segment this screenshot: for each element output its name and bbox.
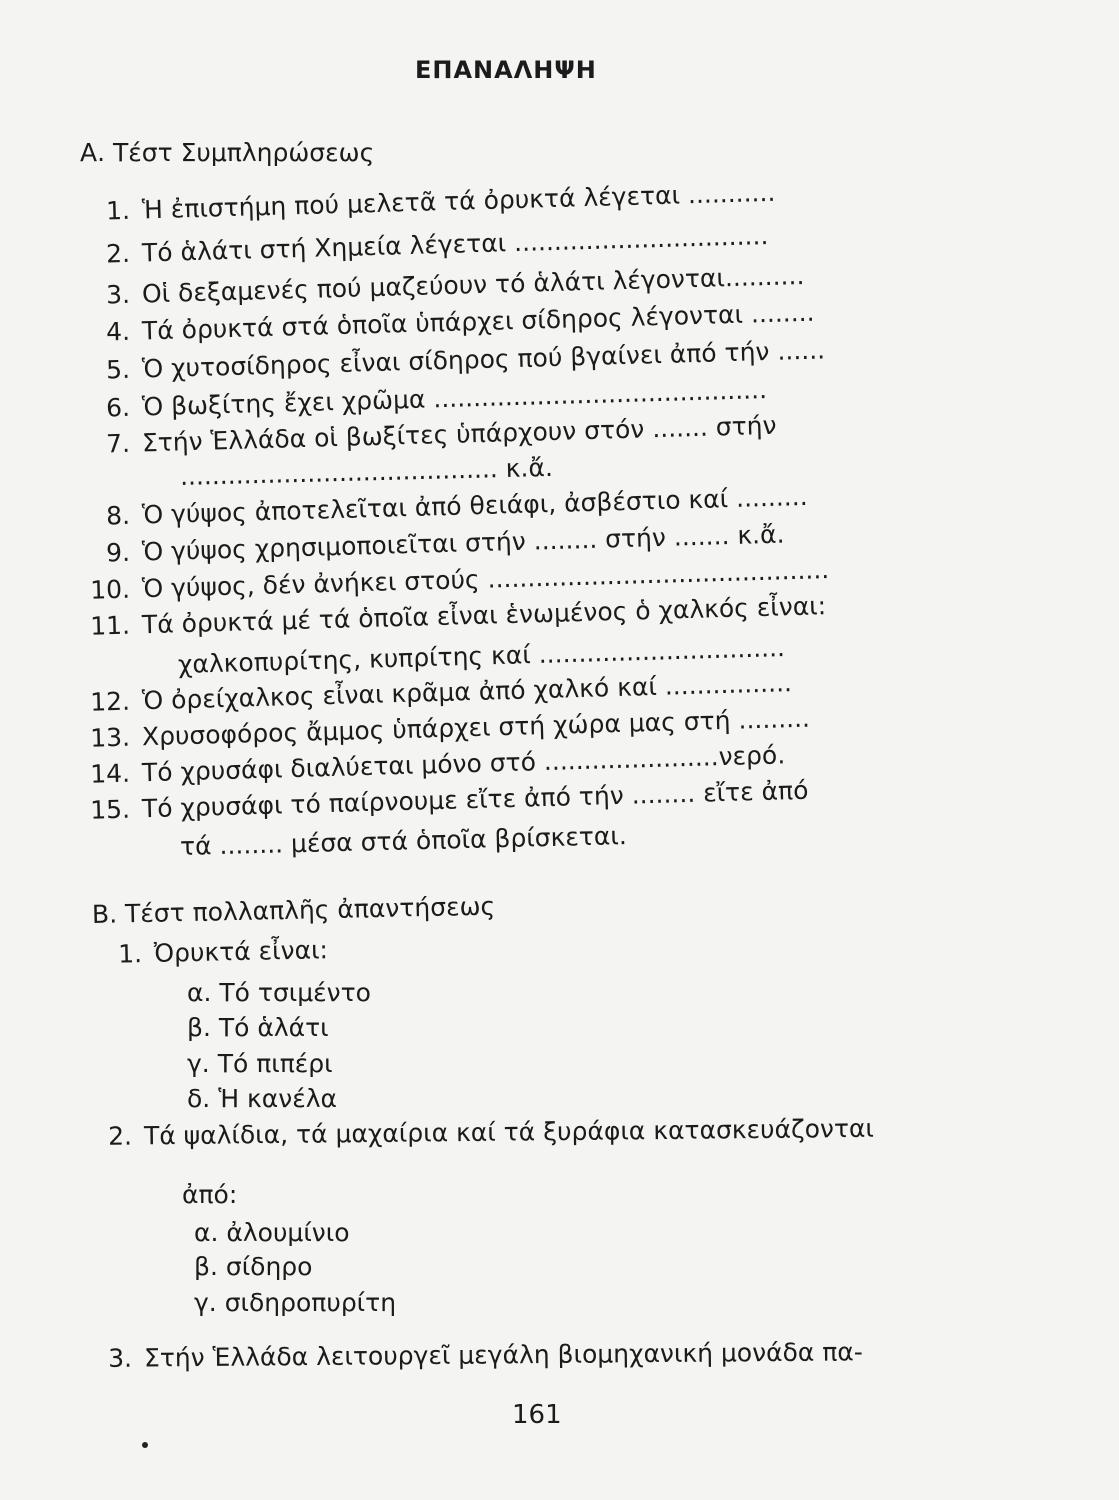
option: α. Τό τσιμέντο (187, 978, 371, 1007)
list-item: 12. Ὁ ὀρείχαλκος εἶναι κρᾶμα ἀπό χαλκό καί ................ (89, 668, 793, 717)
list-item: 3. Οἱ δεξαμενές πού μαζεύουν τό ἁλάτι λέγονται.......... (105, 260, 805, 310)
question-1: 1. Ὀρυκτά εἶναι: (117, 935, 329, 969)
question-2-continuation: ἀπό: (182, 1180, 238, 1209)
list-item: 8. Ὁ γύψος ἀποτελεῖται ἀπό θειάφι, ἀσβέστιο καί ......... (105, 481, 808, 531)
list-item: 6. Ὁ βωξίτης ἔχει χρῶμα .......................................... (105, 375, 768, 423)
list-item-continuation: ........................................ κ.ἄ. (179, 452, 554, 491)
section-b-heading: Β. Τέστ πολλαπλῆς ἀπαντήσεως (91, 891, 496, 929)
option: β. σίδηρο (194, 1252, 313, 1281)
list-item: 14. Τό χρυσάφι διαλύεται μόνο στό ......................νερό. (89, 740, 786, 789)
list-item: 2. Τό ἁλάτι στή Χημεία λέγεται ................................ (105, 221, 769, 269)
option: γ. σιδηροπυρίτη (194, 1288, 397, 1317)
option: γ. Τό πιπέρι (187, 1049, 333, 1078)
list-item: 7. Στήν Ἑλλάδα οἱ βωξίτες ὑπάρχουν στόν ....... στήν (105, 410, 777, 459)
list-item-continuation: τά ........ μέσα στά ὁποῖα βρίσκεται. (179, 821, 628, 861)
page-number: 161 (512, 1400, 562, 1430)
section-a-heading: Α. Τέστ Συμπληρώσεως (80, 138, 375, 167)
list-item: 15. Τό χρυσάφι τό παίρνουμε εἴτε ἀπό τήν ........ εἴτε ἀπό (89, 775, 809, 825)
option: δ. Ἡ κανέλα (187, 1084, 337, 1113)
list-item: 1. Ἡ ἐπιστήμη πού μελετᾶ τά ὀρυκτά λέγεται ........... (105, 177, 776, 226)
question-3: 3. Στήν Ἑλλάδα λειτουργεῖ μεγάλη βιομηχανική μονάδα πα- (108, 1337, 863, 1373)
question-2: 2. Τά ψαλίδια, τά μαχαίρια καί τά ξυράφια κατασκευάζονται (107, 1113, 875, 1151)
page-title: ΕΠΑΝΑΛΗΨΗ (415, 56, 597, 84)
list-item: 9. Ὁ γύψος χρησιμοποιεῖται στήν ........ στήν ....... κ.ἄ. (105, 519, 785, 568)
list-item: 11. Τά ὀρυκτά μέ τά ὁποῖα εἶναι ἑνωμένος ὁ χαλκός εἶναι: (89, 591, 827, 641)
list-item: 10. Ὁ γύψος, δέν ἀνήκει στούς ........................................... (89, 555, 830, 605)
list-item: 4. Τά ὀρυκτά στά ὁποῖα ὑπάρχει σίδηρος λέγονται ........ (105, 297, 815, 347)
list-item: 5. Ὁ χυτοσίδηρος εἶναι σίδηρος πού βγαίνει ἀπό τήν ...... (105, 335, 826, 385)
option: β. Τό ἁλάτι (187, 1013, 329, 1042)
list-item: 13. Χρυσοφόρος ἄμμος ὑπάρχει στή χώρα μας στή ......... (89, 703, 811, 753)
ink-dot (142, 1442, 148, 1448)
list-item-continuation: χαλκοπυρίτης, κυπρίτης καί ............................... (177, 633, 786, 679)
option: α. ἀλουμίνιο (194, 1218, 350, 1247)
